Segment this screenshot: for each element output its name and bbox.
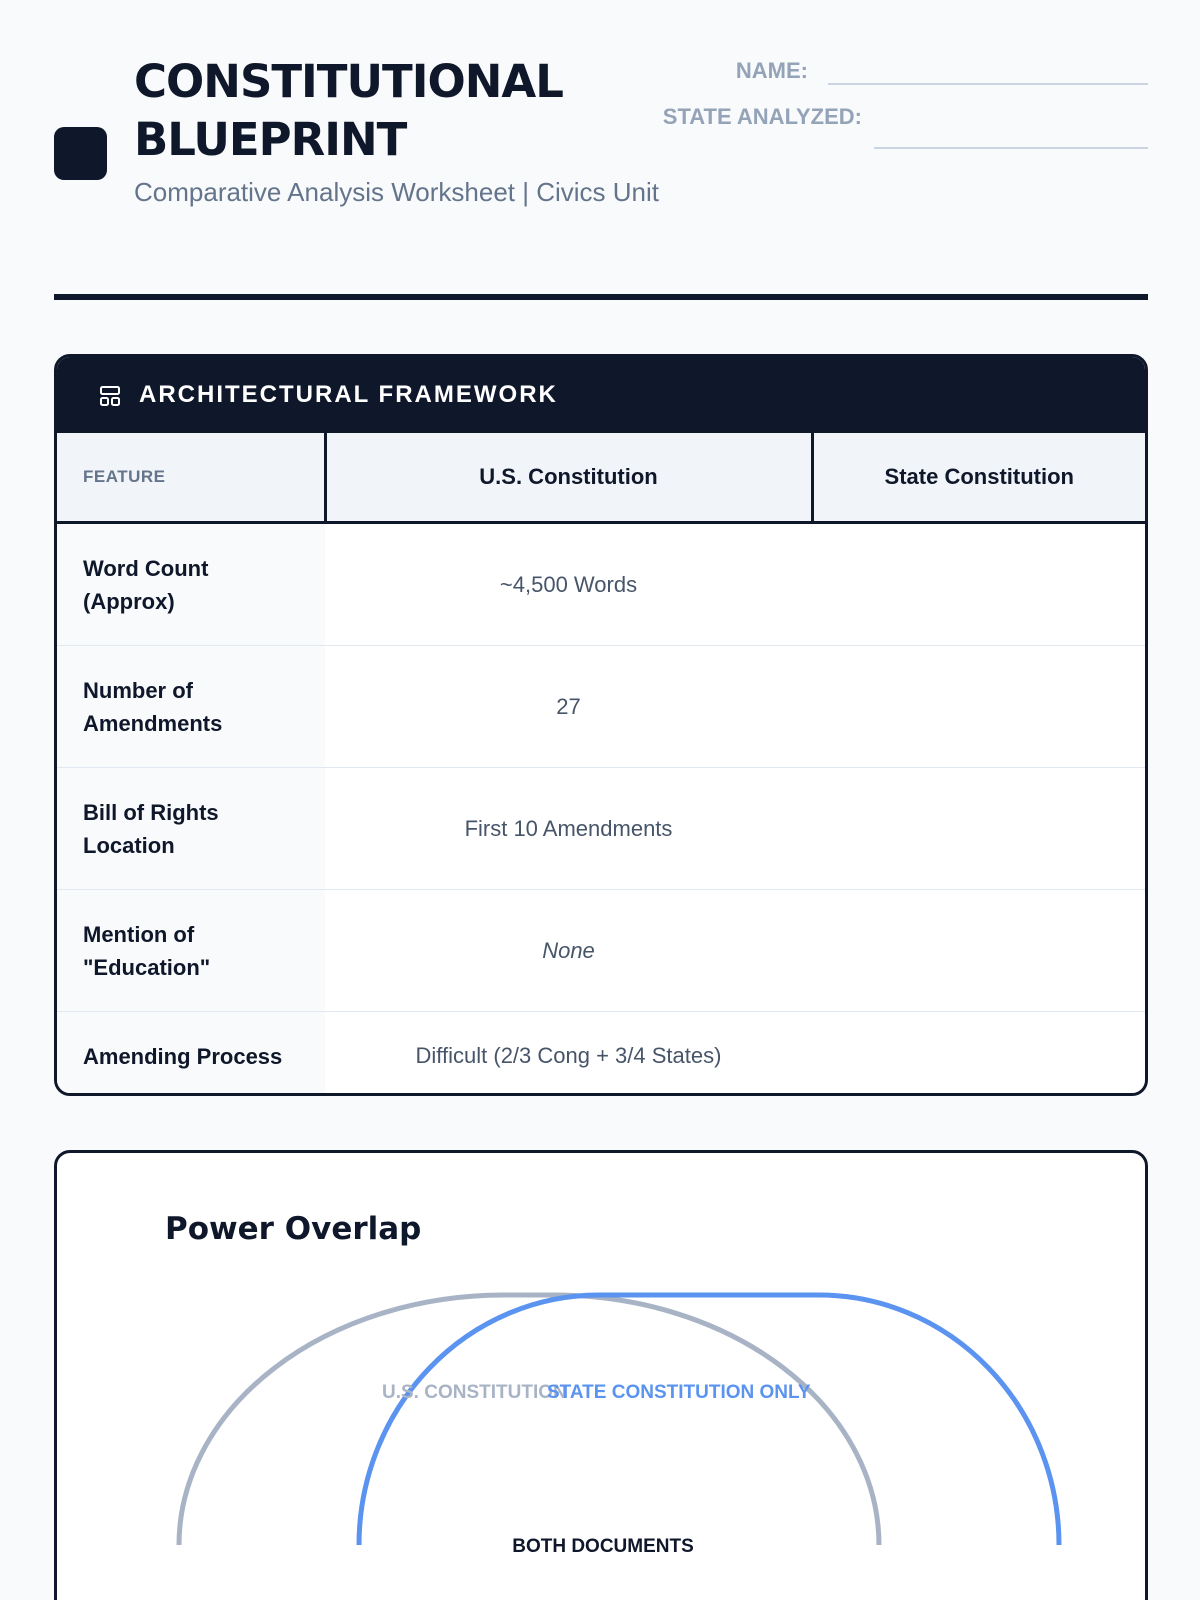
state-constitution-circle (359, 1295, 1059, 1545)
feature-cell: Bill of Rights Location (57, 768, 325, 890)
column-header-state: State Constitution (812, 433, 1145, 523)
name-label: NAME: (735, 58, 808, 83)
state-value-cell[interactable] (812, 646, 1145, 768)
state-value-cell[interactable] (812, 768, 1145, 890)
page-subtitle: Comparative Analysis Worksheet | Civics Unit (134, 177, 660, 207)
framework-card-header (57, 357, 1145, 433)
table-header-row (57, 433, 1145, 523)
comparison-table (57, 433, 1145, 1096)
both-documents-label: BOTH DOCUMENTS (512, 1536, 694, 1557)
venn-diagram (57, 1153, 1148, 1600)
state-input-line[interactable] (874, 147, 1148, 149)
state-value-cell[interactable] (812, 523, 1145, 646)
us-constitution-label: U.S. CONSTITUTION (382, 1382, 567, 1403)
table-row (57, 768, 1145, 890)
framework-card (54, 354, 1148, 1096)
logo-mark (54, 127, 107, 180)
table-row (57, 523, 1145, 646)
feature-cell: Amending Process (57, 1012, 325, 1097)
feature-cell: Number of Amendments (57, 646, 325, 768)
column-header-feature: FEATURE (57, 433, 325, 523)
state-value-cell[interactable] (812, 890, 1145, 1012)
us-constitution-circle (179, 1295, 879, 1545)
table-row (57, 890, 1145, 1012)
us-value-cell: Difficult (2/3 Cong + 3/4 States) (415, 1043, 722, 1068)
feature-cell: Word Count (Approx) (57, 523, 325, 646)
venn-title: Power Overlap (165, 1211, 422, 1247)
framework-title: ARCHITECTURAL FRAMEWORK (139, 381, 558, 408)
worksheet-header (54, 40, 1148, 300)
header-divider (54, 294, 1148, 300)
us-value-cell: None (325, 890, 812, 1012)
us-value-cell: ~4,500 Words (325, 523, 812, 646)
layout-icon (99, 385, 121, 407)
state-value-cell[interactable] (812, 1012, 1145, 1097)
table-row (57, 1012, 1145, 1097)
page-title: CONSTITUTIONAL BLUEPRINT (134, 55, 563, 166)
state-constitution-label: STATE CONSTITUTION ONLY (547, 1382, 811, 1403)
feature-cell: Mention of "Education" (57, 890, 325, 1012)
state-analyzed-label: STATE ANALYZED: (662, 104, 862, 129)
column-header-us: U.S. Constitution (325, 433, 812, 523)
us-value-cell: First 10 Amendments (325, 768, 812, 890)
us-value-cell: 27 (325, 646, 812, 768)
venn-card (54, 1150, 1148, 1600)
table-row (57, 646, 1145, 768)
name-input-line[interactable] (828, 83, 1148, 85)
